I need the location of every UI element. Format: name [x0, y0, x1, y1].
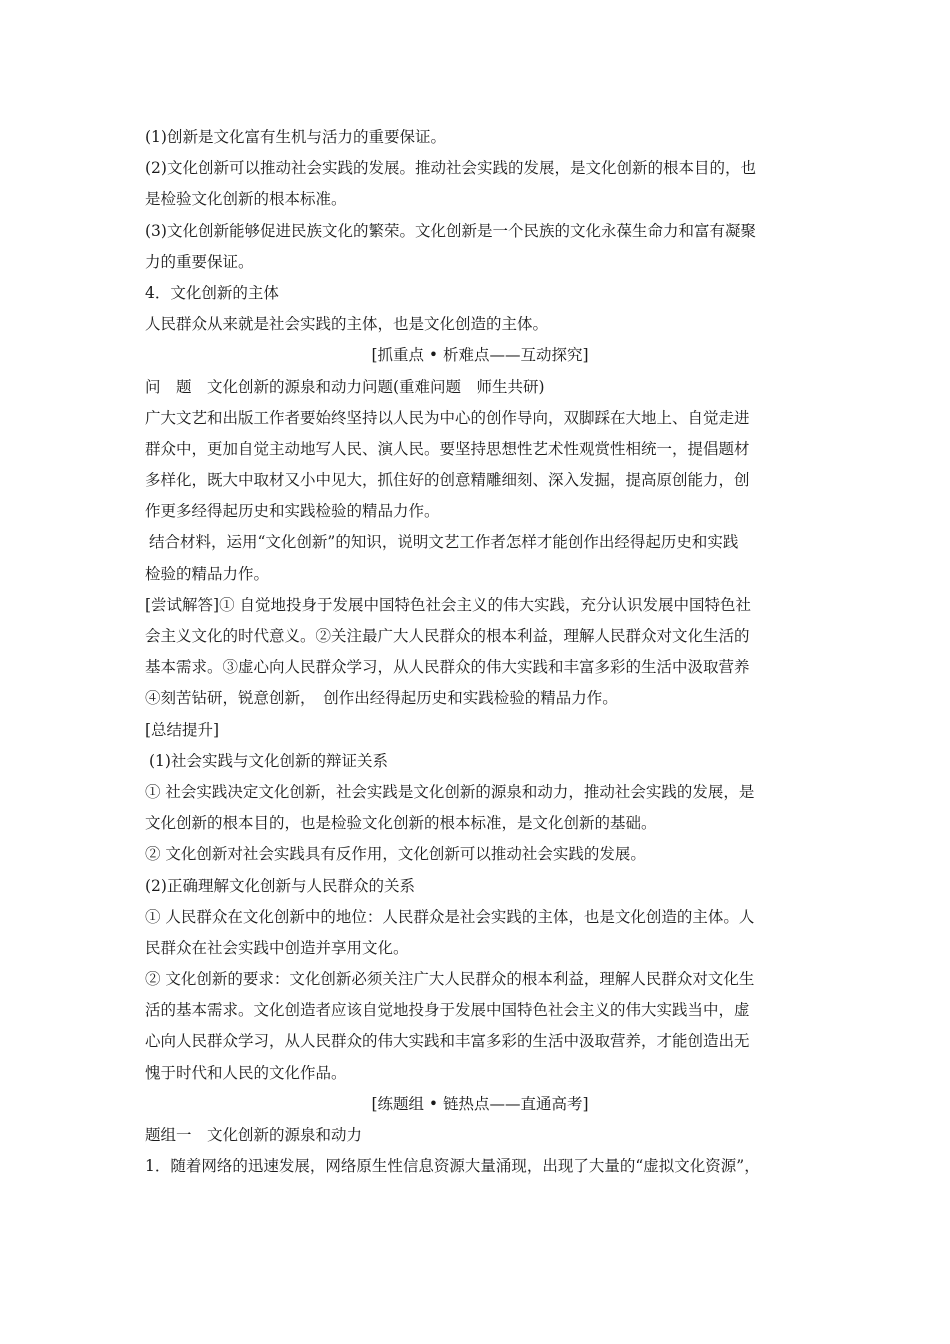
section-heading: 4．文化创新的主体	[145, 283, 279, 302]
text-line: 民群众在社会实践中创造并享用文化。	[145, 938, 409, 957]
section-banner: [抓重点 • 析难点——互动探究]	[371, 346, 589, 365]
summary-heading: [总结提升]	[145, 720, 220, 739]
text-line: 力的重要保证。	[145, 252, 254, 271]
answer-line: 会主义文化的时代意义。②关注最广大人民群众的根本利益，理解人民群众对文化生活的	[145, 627, 750, 645]
text-line: 多样化，既大中取材又小中见大，抓住好的创意精雕细刻、深入发掘，提高原创能力，创	[145, 471, 750, 490]
document-body	[145, 122, 815, 1182]
text-line: (1)社会实践与文化创新的辩证关系	[149, 751, 388, 770]
text-line: 结合材料，运用“文化创新”的知识，说明文艺工作者怎样才能创作出经得起历史和实践	[149, 533, 739, 552]
text-line: ① 人民群众在文化创新中的地位：人民群众是社会实践的主体，也是文化创造的主体。人	[145, 907, 755, 926]
exercise-group-heading: 题组一 文化创新的源泉和动力	[145, 1126, 363, 1144]
text-line: (1)创新是文化富有生机与活力的重要保证。	[145, 128, 446, 146]
text-line: (3)文化创新能够促进民族文化的繁荣。文化创新是一个民族的文化永葆生命力和富有凝聚	[145, 221, 756, 240]
question-heading: 问 题 文化创新的源泉和动力问题(重难问题 师生共研)	[145, 377, 545, 396]
text-line: 文化创新的根本目的，也是检验文化创新的根本标准，是文化创新的基础。	[145, 814, 657, 833]
text-line: 群众中，更加自觉主动地写人民、演人民。要坚持思想性艺术性观赏性相统一，提倡题材	[145, 439, 750, 458]
text-line: ② 文化创新对社会实践具有反作用，文化创新可以推动社会实践的发展。	[145, 845, 646, 864]
answer-line: [尝试解答]① 自觉地投身于发展中国特色社会主义的伟大实践，充分认识发展中国特色社	[145, 595, 752, 614]
text-line: 人民群众从来就是社会实践的主体，也是文化创造的主体。	[145, 315, 549, 334]
text-line: 广大文艺和出版工作者要始终坚持以人民为中心的创作导向，双脚踩在大地上、自觉走进	[145, 408, 750, 427]
text-line: 作更多经得起历史和实践检验的精品力作。	[145, 502, 440, 521]
answer-line: 基本需求。③虚心向人民群众学习，从人民群众的伟大实践和丰富多彩的生活中汲取营养	[145, 658, 750, 677]
text-line: 是检验文化创新的根本标准。	[145, 190, 347, 209]
text-line: ② 文化创新的要求：文化创新必须关注广大人民群众的根本利益，理解人民群众对文化生	[145, 970, 755, 989]
text-line: ① 社会实践决定文化创新，社会实践是文化创新的源泉和动力，推动社会实践的发展，是	[145, 782, 755, 801]
exercise-question: 1．随着网络的迅速发展，网络原生性信息资源大量涌现，出现了大量的“虚拟文化资源”，	[145, 1157, 760, 1176]
text-line: 心向人民群众学习，从人民群众的伟大实践和丰富多彩的生活中汲取营养，才能创造出无	[145, 1032, 750, 1051]
text-line: (2)正确理解文化创新与人民群众的关系	[145, 876, 415, 895]
text-line: (2)文化创新可以推动社会实践的发展。推动社会实践的发展，是文化创新的根本目的，也	[145, 159, 756, 178]
section-banner: [练题组 • 链热点——直通高考]	[371, 1094, 589, 1113]
text-line: 活的基本需求。文化创造者应该自觉地投身于发展中国特色社会主义的伟大实践当中，虚	[145, 1001, 750, 1020]
answer-line: ④刻苦钻研，锐意创新， 创作出经得起历史和实践检验的精品力作。	[145, 689, 618, 708]
text-line: 愧于时代和人民的文化作品。	[145, 1063, 347, 1082]
text-line: 检验的精品力作。	[145, 564, 270, 583]
